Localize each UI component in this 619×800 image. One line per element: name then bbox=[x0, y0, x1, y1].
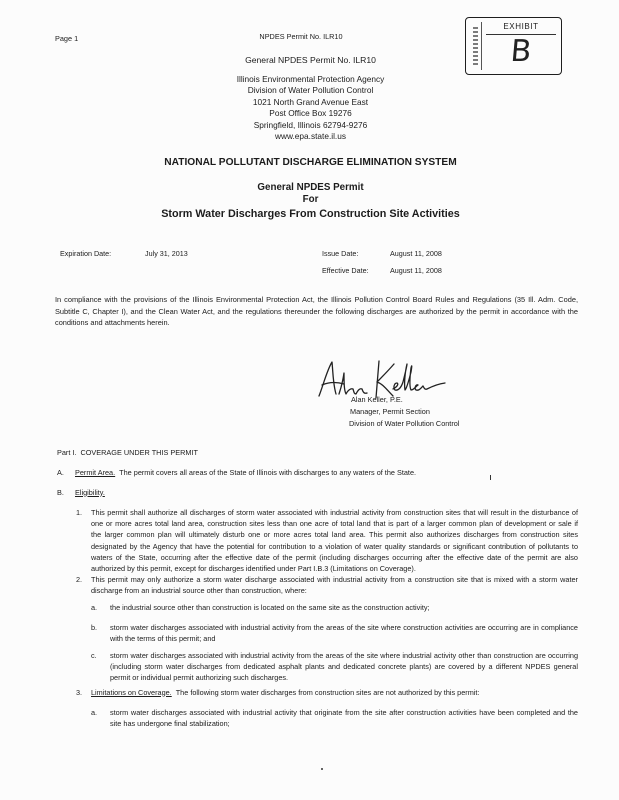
exhibit-letter: B bbox=[509, 34, 533, 69]
section-a-text bbox=[75, 469, 416, 476]
signatory-name: Alan Keller, P.E. bbox=[351, 394, 403, 404]
item-1-line: This permit shall authorize all discharges of storm water associated with industrial activity from construction sites that will result in the disturbance of bbox=[91, 507, 578, 517]
permit-heading-line2: For bbox=[302, 194, 319, 205]
part-1-title: COVERAGE UNDER THIS PERMIT bbox=[80, 447, 198, 457]
item-2c-line: storm water discharges associated with industrial activity from the areas of the site where industrial activity other than construction are occurring bbox=[110, 650, 578, 660]
permit-heading-line3: Storm Water Discharges From Construction Site Activities bbox=[161, 208, 460, 220]
item-1-line: the larger common plan will ultimately disturb one or more acres total land area. This permit also authorizes discharges from construction sites bbox=[91, 529, 578, 539]
agency-line: Post Office Box 19276 bbox=[269, 107, 352, 118]
system-title: NATIONAL POLLUTANT DISCHARGE ELIMINATION SYSTEM bbox=[164, 157, 457, 168]
scan-mark bbox=[490, 475, 491, 480]
item-2b-line: with the terms of this permit; and bbox=[110, 633, 216, 643]
permit-title: General NPDES Permit No. ILR10 bbox=[245, 55, 376, 65]
item-1-line: designated by the Agency that have the potential for contribution to a violation of water quality standards or significant contribution of pollutants to bbox=[91, 541, 578, 551]
issue-date-value: August 11, 2008 bbox=[390, 248, 442, 258]
item-2a-line: the industrial source other than construction is located on the same site as the construction activity; bbox=[110, 602, 430, 612]
expiration-date-label: Expiration Date: bbox=[60, 248, 112, 258]
header-permit-number: NPDES Permit No. ILR10 bbox=[259, 32, 343, 41]
agency-website: www.epa.state.il.us bbox=[274, 130, 347, 141]
item-3-marker: 3. bbox=[76, 687, 83, 697]
compliance-paragraph-line: Subtitle C, Chapter I), and the Clean Water Act, and the regulations thereunder the following discharges are authorized by the permit in accordance with the bbox=[55, 307, 578, 316]
signatory-division: Division of Water Pollution Control bbox=[349, 418, 460, 428]
compliance-paragraph-line: In compliance with the provisions of the Illinois Environmental Protection Act, the Illinois Pollution Control Board Rules and Regulations (35 Ill. Adm. Code, bbox=[55, 295, 578, 304]
scan-mark bbox=[321, 768, 323, 770]
item-2b-marker: b. bbox=[91, 622, 98, 632]
issue-date-label: Issue Date: bbox=[322, 248, 359, 258]
signatory-title: Manager, Permit Section bbox=[350, 406, 430, 416]
item-2a-marker: a. bbox=[91, 602, 98, 612]
item-2c-line: (including storm water discharges from dedicated asphalt plants and dedicated concrete plants) are covered by a different NPDES general bbox=[110, 661, 578, 671]
section-a-title: Permit Area. bbox=[75, 467, 116, 477]
exhibit-stamp bbox=[465, 17, 562, 75]
part-1-label: Part I. bbox=[57, 447, 77, 457]
item-3-body: The following storm water discharges from construction sites are not authorized by this permit: bbox=[175, 687, 480, 697]
effective-date-value: August 11, 2008 bbox=[390, 265, 442, 275]
item-2c-line: permit or individual permit authorizing such discharges. bbox=[110, 672, 289, 682]
section-a-body: The permit covers all areas of the State of Illinois with discharges to any waters of the State. bbox=[119, 467, 417, 477]
item-1-marker: 1. bbox=[76, 507, 83, 517]
section-a-marker: A. bbox=[57, 467, 64, 477]
expiration-date-value: July 31, 2013 bbox=[145, 248, 188, 258]
page-number: Page 1 bbox=[55, 34, 79, 43]
compliance-paragraph-line: conditions and attachments herein. bbox=[55, 318, 170, 327]
item-2-line: This permit may only authorize a storm water discharge associated with industrial activity from a construction site that is mixed with a storm water bbox=[91, 574, 578, 584]
agency-line: Division of Water Pollution Control bbox=[247, 84, 374, 95]
agency-line: Illinois Environmental Protection Agency bbox=[236, 73, 385, 84]
item-2-line: discharge from an industrial source other than construction, where: bbox=[91, 585, 307, 595]
item-2c-marker: c. bbox=[91, 650, 97, 660]
exhibit-label: EXHIBIT bbox=[503, 22, 539, 31]
permit-heading-line1: General NPDES Permit bbox=[257, 182, 364, 193]
agency-line: 1021 North Grand Avenue East bbox=[252, 96, 369, 107]
section-b-marker: B. bbox=[57, 487, 64, 497]
item-2b-line: storm water discharges associated with industrial activity from the areas of the site where construction activities are occurring are in compliance bbox=[110, 622, 578, 632]
item-3a-line: site has undergone final stabilization; bbox=[110, 718, 230, 728]
item-3-title: Limitations on Coverage. bbox=[91, 687, 172, 697]
agency-line: Springfield, Illinois 62794-9276 bbox=[253, 119, 368, 130]
item-1-line: waters of the State, occurring after the effective date of the permit (including discharges occurring after the effective date of the permit are also bbox=[91, 552, 578, 562]
item-2-marker: 2. bbox=[76, 574, 83, 584]
item-3-text bbox=[91, 689, 479, 696]
effective-date-label: Effective Date: bbox=[322, 265, 369, 275]
item-1-line: one or more acres total land area, construction sites less than one acre of total land that is part of a larger common plan of development or sale if bbox=[91, 518, 578, 528]
item-1-line: authorized by this permit, except for discharges identified under Part I.B.3 (Limitations on Coverage). bbox=[91, 563, 416, 573]
item-3a-marker: a. bbox=[91, 707, 98, 717]
part-1-heading bbox=[57, 449, 198, 456]
item-3a-line: storm water discharges associated with industrial activity that originate from the site after construction activities have been completed and the bbox=[110, 707, 578, 717]
section-b-title: Eligibility. bbox=[75, 487, 105, 497]
